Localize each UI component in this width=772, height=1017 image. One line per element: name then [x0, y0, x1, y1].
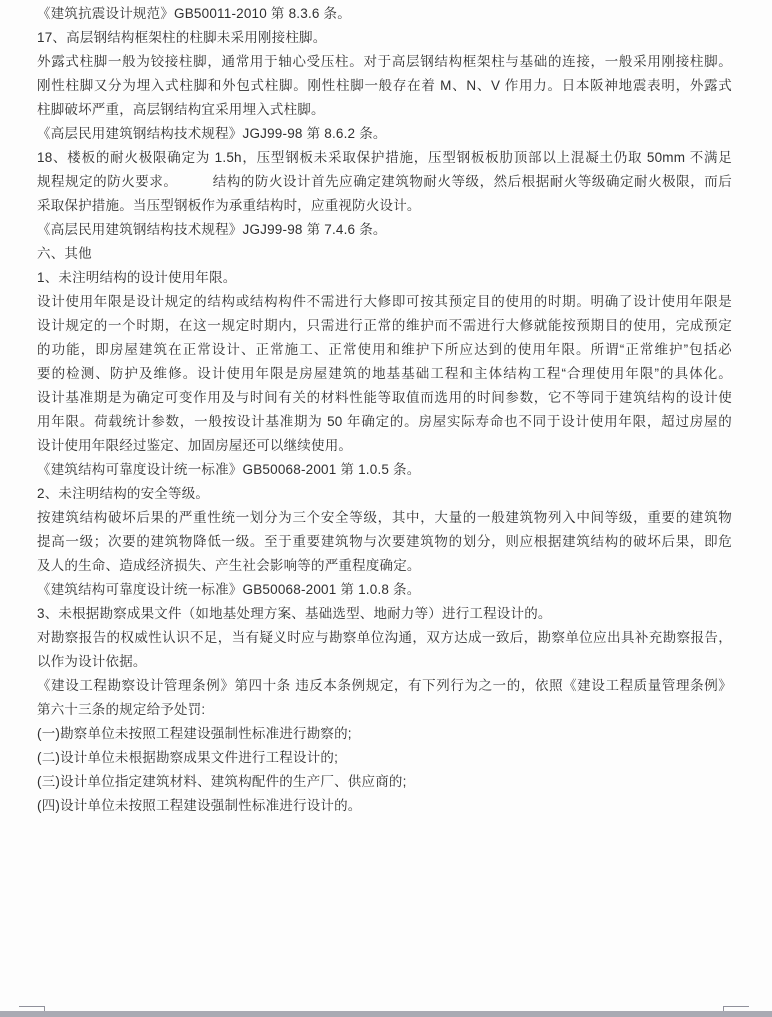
text-line: 18、楼板的耐火极限确定为 1.5h，压型钢板未采取保护措施，压型钢板板肋顶部以上混凝土仍取 50mm 不满足: [37, 150, 732, 165]
text-line: 《高层民用建筑钢结构技术规程》JGJ99-98 第 7.4.6 条。: [37, 222, 387, 237]
text-line: (二)设计单位未根据勘察成果文件进行工程设计的;: [37, 750, 339, 765]
text-line: 刚性柱脚又分为埋入式柱脚和外包式柱脚。刚性柱脚一般存在着 M、N、V 作用力。日本阪神地震表明，外露式: [37, 78, 732, 93]
text-line: 用年限。荷载统计参数，一般按设计基准期为 50 年确定的。房屋实际寿命也不同于设计使用年限，超过房屋的: [37, 414, 732, 429]
text-line: 《高层民用建筑钢结构技术规程》JGJ99-98 第 8.6.2 条。: [37, 126, 387, 141]
text-line: 《建筑抗震设计规范》GB50011-2010 第 8.3.6 条。: [37, 6, 351, 21]
text-line: 《建筑结构可靠度设计统一标准》GB50068-2001 第 1.0.8 条。: [37, 582, 421, 597]
text-line: 设计使用年限是设计规定的结构或结构构件不需进行大修即可按其预定目的使用的时期。明确了设计使用年限是: [37, 294, 732, 309]
text-line: 第六十三条的规定给予处罚:: [37, 702, 206, 717]
text-line: 以作为设计依据。: [37, 654, 147, 669]
text-line: 设计基准期是为确定可变作用及与时间有关的材料性能等取值而选用的时间参数，它不等同于建筑结构的设计使: [37, 390, 732, 405]
text-line: 1、未注明结构的设计使用年限。: [37, 270, 237, 285]
document-text-block: [37, 2, 732, 818]
text-line: 《建筑结构可靠度设计统一标准》GB50068-2001 第 1.0.5 条。: [37, 462, 421, 477]
text-line: 17、高层钢结构框架柱的柱脚未采用刚接柱脚。: [37, 30, 327, 45]
text-line: (三)设计单位指定建筑材料、建筑构配件的生产厂、供应商的;: [37, 774, 407, 789]
text-line: 柱脚破坏严重，高层钢结构宜采用埋入式柱脚。: [37, 102, 325, 117]
text-line: (四)设计单位未按照工程建设强制性标准进行设计的。: [37, 798, 362, 813]
text-line: 的功能，即房屋建筑在正常设计、正常施工、正常使用和维护下所应达到的使用年限。所谓“正常维护”包括必: [37, 342, 732, 357]
text-line: 及人的生命、造成经济损失、产生社会影响等的严重程度确定。: [37, 558, 421, 573]
text-line: 2、未注明结构的安全等级。: [37, 486, 210, 501]
text-line: 设计规定的一个时期，在这一规定时期内，只需进行正常的维护而不需进行大修就能按预期目的使用，完成预定: [37, 318, 732, 333]
text-line: 按建筑结构破坏后果的严重性统一划分为三个安全等级，其中，大量的一般建筑物列入中间等级，重要的建筑物: [37, 510, 732, 525]
page-gap-bar: [0, 1011, 772, 1017]
text-line: (一)勘察单位未按照工程建设强制性标准进行勘察的;: [37, 726, 352, 741]
text-line: 提高一级；次要的建筑物降低一级。至于重要建筑物与次要建筑物的划分，则应根据建筑结构的破坏后果，即危: [37, 534, 732, 549]
text-line: 设计使用年限经过鉴定、加固房屋还可以继续使用。: [37, 438, 353, 453]
text-line: 《建设工程勘察设计管理条例》第四十条 违反本条例规定，有下列行为之一的，依照《建设工程质量管理条例》: [37, 678, 732, 693]
text-line: 3、未根据勘察成果文件（如地基处理方案、基础选型、地耐力等）进行工程设计的。: [37, 606, 552, 621]
text-line: 规程规定的防火要求。 结构的防火设计首先应确定建筑物耐火等级，然后根据耐火等级确定耐火极限，而后: [37, 174, 732, 189]
text-line: 对勘察报告的权威性认识不足，当有疑义时应与勘察单位沟通，双方达成一致后，勘察单位应出具补充勘察报告，: [37, 630, 732, 645]
text-line: 采取保护措施。当压型钢板作为承重结构时，应重视防火设计。: [37, 198, 421, 213]
text-line: 外露式柱脚一般为铰接柱脚，通常用于轴心受压柱。对于高层钢结构框架柱与基础的连接，一般采用刚接柱脚。: [37, 54, 732, 69]
text-line: 六、其他: [37, 246, 92, 261]
text-line: 要的检测、防护及维修。设计使用年限是房屋建筑的地基基础工程和主体结构工程“合理使用年限”的具体化。: [37, 366, 732, 381]
